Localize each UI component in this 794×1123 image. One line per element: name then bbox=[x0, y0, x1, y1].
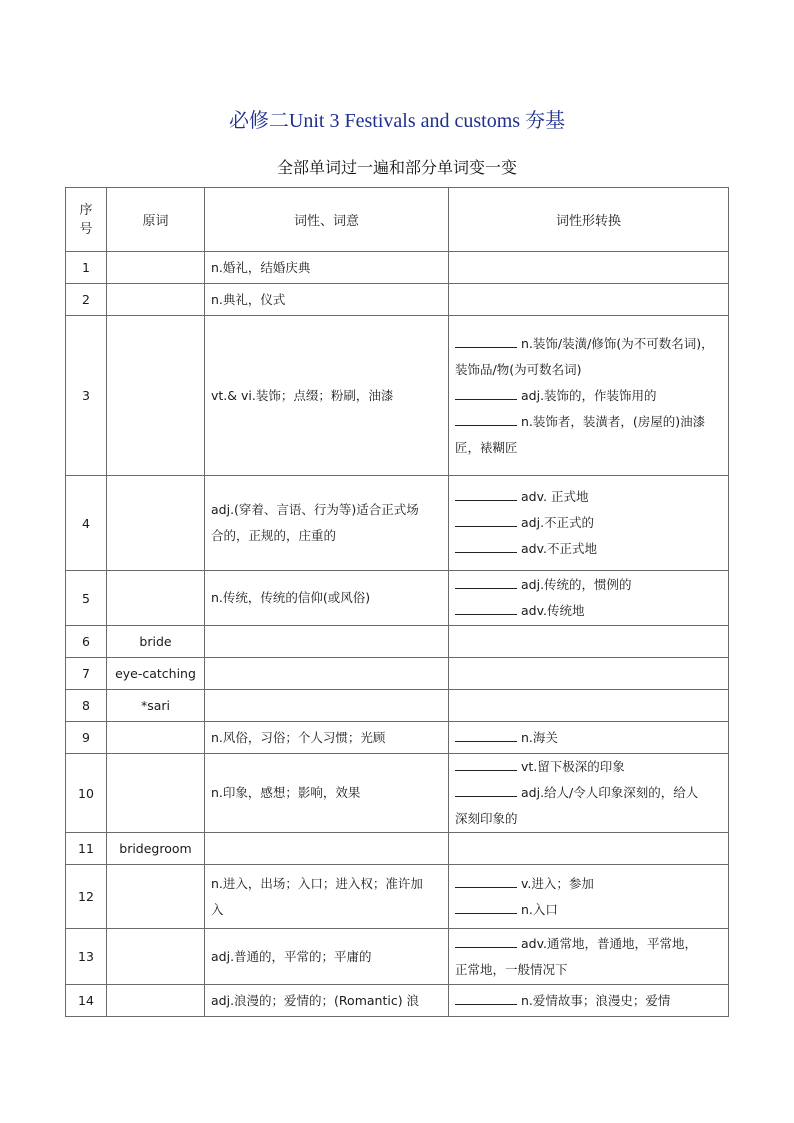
row-word bbox=[107, 476, 205, 571]
transform-line bbox=[455, 897, 722, 923]
row-pos-meaning bbox=[205, 985, 449, 1017]
transform-line bbox=[455, 510, 722, 536]
row-transform bbox=[449, 284, 729, 316]
transform-line bbox=[455, 435, 722, 461]
row-transform bbox=[449, 985, 729, 1017]
transform-line bbox=[455, 988, 722, 1014]
pos-meaning-line: n.传统，传统的信仰(或风俗) bbox=[211, 590, 371, 605]
row-transform bbox=[449, 929, 729, 985]
row-pos-meaning bbox=[205, 754, 449, 833]
row-index: 3 bbox=[66, 316, 107, 476]
fill-in-blank[interactable] bbox=[455, 901, 517, 914]
row-transform bbox=[449, 658, 729, 690]
row-word bbox=[107, 571, 205, 626]
pos-meaning-line: n.进入，出场；入口；进入权；准许加 bbox=[211, 875, 423, 891]
table-row bbox=[66, 571, 729, 626]
transform-text: n.海关 bbox=[521, 729, 558, 745]
transform-text: adj.不正式的 bbox=[521, 515, 595, 530]
fill-in-blank[interactable] bbox=[455, 488, 517, 501]
row-word bbox=[107, 316, 205, 476]
pos-meaning-line: adj.普通的，平常的；平庸的 bbox=[211, 948, 372, 964]
row-word: bridegroom bbox=[107, 833, 205, 865]
transform-line bbox=[455, 536, 722, 562]
pos-meaning-line: n.典礼，仪式 bbox=[211, 291, 286, 307]
transform-line bbox=[455, 871, 722, 897]
transform-line bbox=[455, 754, 722, 780]
row-pos-meaning bbox=[205, 252, 449, 284]
transform-text: n.爱情故事；浪漫史；爱情 bbox=[521, 992, 671, 1008]
table-row bbox=[66, 754, 729, 833]
row-index: 13 bbox=[66, 929, 107, 985]
transform-text: adv.传统地 bbox=[521, 603, 585, 618]
pos-meaning-line: 合的，正规的，庄重的 bbox=[211, 528, 337, 543]
fill-in-blank[interactable] bbox=[455, 514, 517, 527]
fill-in-blank[interactable] bbox=[455, 729, 517, 742]
fill-in-blank[interactable] bbox=[455, 992, 517, 1005]
row-index: 12 bbox=[66, 865, 107, 929]
row-word bbox=[107, 252, 205, 284]
transform-line bbox=[455, 957, 722, 983]
row-index: 7 bbox=[66, 658, 107, 690]
header-pos: 词性、词意 bbox=[205, 188, 449, 252]
table-row bbox=[66, 985, 729, 1017]
row-pos-meaning bbox=[205, 316, 449, 476]
pos-meaning-line: n.婚礼，结婚庆典 bbox=[211, 259, 311, 275]
table-row bbox=[66, 658, 729, 690]
header-index-line: 序 bbox=[79, 202, 93, 218]
header-transform: 词性形转换 bbox=[449, 188, 729, 252]
row-index: 8 bbox=[66, 690, 107, 722]
pos-meaning-line: n.印象，感想；影响，效果 bbox=[211, 785, 361, 800]
table-row bbox=[66, 626, 729, 658]
table-row bbox=[66, 929, 729, 985]
table-row bbox=[66, 252, 729, 284]
transform-line bbox=[455, 598, 722, 624]
transform-line bbox=[455, 780, 722, 806]
row-pos-meaning bbox=[205, 284, 449, 316]
transform-text: adv.通常地，普通地，平常地， bbox=[521, 935, 697, 951]
transform-line bbox=[455, 725, 722, 751]
transform-line bbox=[455, 331, 722, 357]
transform-text: 正常地，一般情况下 bbox=[455, 961, 568, 977]
row-index: 5 bbox=[66, 571, 107, 626]
fill-in-blank[interactable] bbox=[455, 935, 517, 948]
fill-in-blank[interactable] bbox=[455, 335, 517, 348]
table-row bbox=[66, 690, 729, 722]
row-transform bbox=[449, 690, 729, 722]
transform-line bbox=[455, 383, 722, 409]
page-subtitle: 全部单词过一遍和部分单词变一变 bbox=[276, 158, 517, 177]
pos-meaning-line: n.风俗，习俗；个人习惯；光顾 bbox=[211, 729, 386, 745]
row-word bbox=[107, 284, 205, 316]
page-title: 必修二Unit 3 Festivals and customs 夯基 bbox=[228, 110, 566, 132]
fill-in-blank[interactable] bbox=[455, 576, 517, 589]
table-row bbox=[66, 833, 729, 865]
row-transform bbox=[449, 252, 729, 284]
row-index: 1 bbox=[66, 252, 107, 284]
transform-line bbox=[455, 931, 722, 957]
transform-text: v.进入；参加 bbox=[521, 875, 594, 891]
row-index: 10 bbox=[66, 754, 107, 833]
row-word bbox=[107, 754, 205, 833]
transform-text: adj.装饰的，作装饰用的 bbox=[521, 387, 657, 403]
transform-line bbox=[455, 806, 722, 832]
row-word bbox=[107, 722, 205, 754]
row-transform bbox=[449, 865, 729, 929]
table-header-row bbox=[66, 188, 729, 252]
row-pos-meaning bbox=[205, 476, 449, 571]
pos-meaning-line: adj.浪漫的；爱情的；(Romantic) 浪 bbox=[211, 992, 420, 1008]
transform-text: 装饰品/物(为可数名词) bbox=[455, 361, 582, 377]
fill-in-blank[interactable] bbox=[455, 540, 517, 553]
pos-meaning-line: 入 bbox=[211, 901, 224, 917]
transform-text: adv.不正式地 bbox=[521, 541, 597, 556]
table-row bbox=[66, 284, 729, 316]
fill-in-blank[interactable] bbox=[455, 784, 517, 797]
row-word: eye-catching bbox=[107, 658, 205, 690]
row-index: 9 bbox=[66, 722, 107, 754]
table-row bbox=[66, 316, 729, 476]
row-index: 4 bbox=[66, 476, 107, 571]
row-word bbox=[107, 865, 205, 929]
fill-in-blank[interactable] bbox=[455, 413, 517, 426]
row-transform bbox=[449, 571, 729, 626]
table-row bbox=[66, 865, 729, 929]
transform-line bbox=[455, 484, 722, 510]
row-pos-meaning bbox=[205, 865, 449, 929]
row-transform bbox=[449, 316, 729, 476]
row-pos-meaning bbox=[205, 722, 449, 754]
row-pos-meaning bbox=[205, 929, 449, 985]
transform-text: adv. 正式地 bbox=[521, 489, 589, 504]
row-index: 11 bbox=[66, 833, 107, 865]
table-row bbox=[66, 476, 729, 571]
fill-in-blank[interactable] bbox=[455, 875, 517, 888]
header-index bbox=[66, 188, 107, 252]
row-pos-meaning bbox=[205, 833, 449, 865]
row-pos-meaning bbox=[205, 626, 449, 658]
header-word: 原词 bbox=[107, 188, 205, 252]
transform-text: adj.传统的，惯例的 bbox=[521, 577, 632, 592]
row-word bbox=[107, 985, 205, 1017]
pos-meaning-line: vt.& vi.装饰；点缀；粉刷，油漆 bbox=[211, 387, 394, 403]
row-index: 6 bbox=[66, 626, 107, 658]
transform-line bbox=[455, 572, 722, 598]
transform-text: 深刻印象的 bbox=[455, 811, 518, 826]
row-transform bbox=[449, 626, 729, 658]
row-pos-meaning bbox=[205, 658, 449, 690]
table-row bbox=[66, 722, 729, 754]
vocabulary-table bbox=[65, 187, 729, 1017]
transform-text: n.装饰/装潢/修饰(为不可数名词)， bbox=[521, 335, 714, 351]
row-word bbox=[107, 929, 205, 985]
header-index-line: 号 bbox=[79, 221, 93, 237]
transform-text: adj.给人/令人印象深刻的，给人 bbox=[521, 785, 699, 800]
row-index: 2 bbox=[66, 284, 107, 316]
pos-meaning-line: adj.(穿着、言语、行为等)适合正式场 bbox=[211, 502, 419, 517]
transform-text: vt.留下极深的印象 bbox=[521, 759, 625, 774]
fill-in-blank[interactable] bbox=[455, 387, 517, 400]
fill-in-blank[interactable] bbox=[455, 602, 517, 615]
row-pos-meaning bbox=[205, 690, 449, 722]
row-transform bbox=[449, 833, 729, 865]
row-transform bbox=[449, 476, 729, 571]
row-transform bbox=[449, 722, 729, 754]
row-pos-meaning bbox=[205, 571, 449, 626]
row-word: bride bbox=[107, 626, 205, 658]
fill-in-blank[interactable] bbox=[455, 758, 517, 771]
transform-text: 匠，裱糊匠 bbox=[455, 439, 518, 455]
row-index: 14 bbox=[66, 985, 107, 1017]
transform-line bbox=[455, 357, 722, 383]
row-transform bbox=[449, 754, 729, 833]
transform-text: n.装饰者，装潢者，(房屋的)油漆 bbox=[521, 413, 706, 429]
row-word: *sari bbox=[107, 690, 205, 722]
transform-line bbox=[455, 409, 722, 435]
transform-text: n.入口 bbox=[521, 901, 558, 917]
